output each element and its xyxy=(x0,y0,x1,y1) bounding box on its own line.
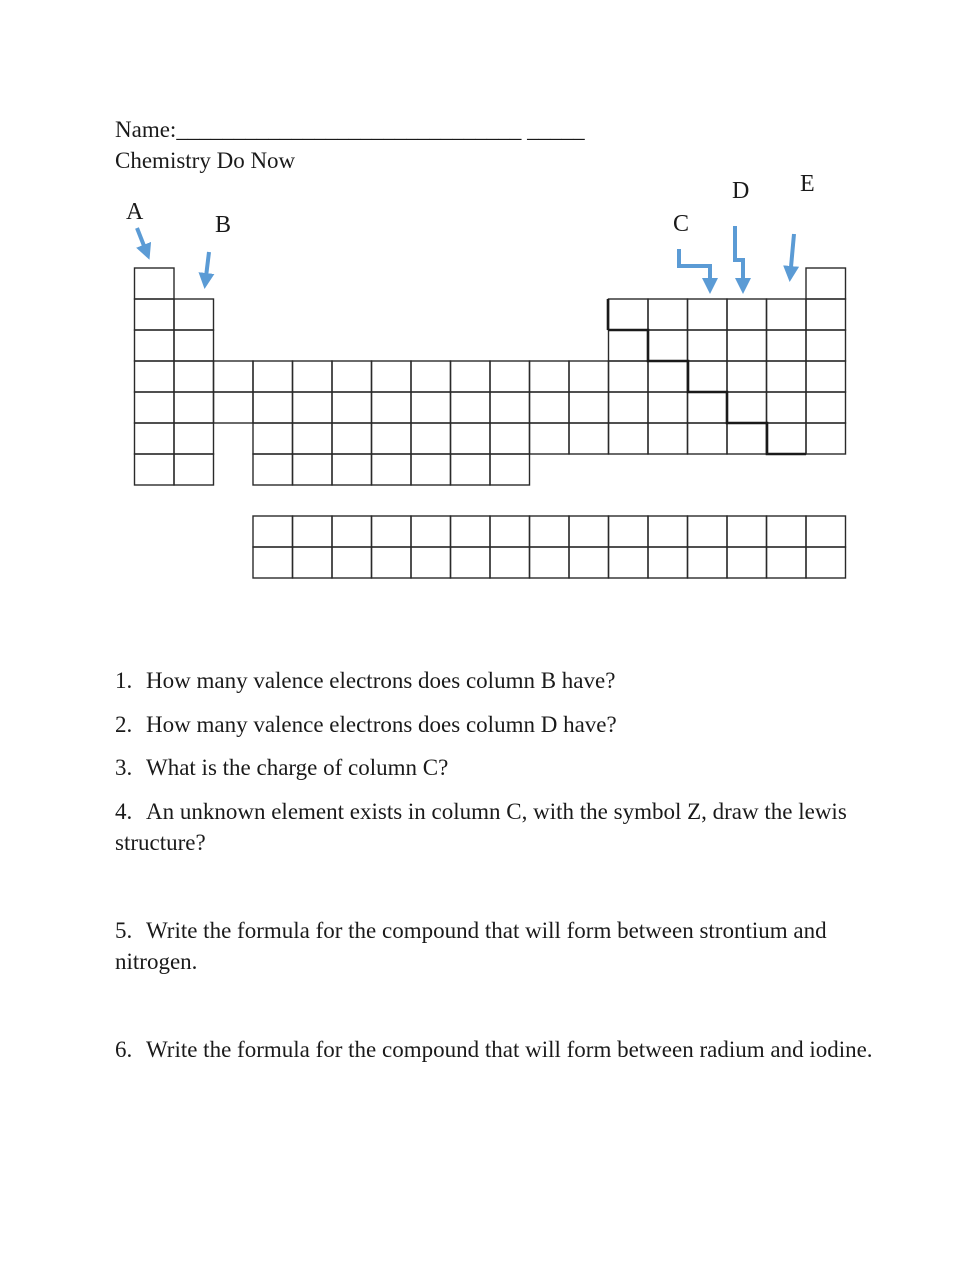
element-cell xyxy=(135,392,175,423)
question-number: 5. xyxy=(115,918,133,943)
element-cell xyxy=(332,423,372,454)
arrow-a-icon xyxy=(137,228,148,256)
element-cell xyxy=(727,330,767,361)
element-cell xyxy=(451,392,491,423)
element-cell xyxy=(727,392,767,423)
element-cell xyxy=(609,392,649,423)
question-number: 2. xyxy=(115,712,133,737)
element-cell xyxy=(530,423,570,454)
element-cell xyxy=(648,299,688,330)
element-cell xyxy=(411,423,451,454)
element-cell xyxy=(569,547,609,578)
element-cell xyxy=(727,423,767,454)
element-cell xyxy=(648,361,688,392)
element-cell xyxy=(569,392,609,423)
question-text: Write the formula for the compound that will form between strontium and nitrogen. xyxy=(115,918,827,974)
element-cell xyxy=(727,299,767,330)
label-b: B xyxy=(215,212,232,238)
element-cell xyxy=(174,423,214,454)
element-cell xyxy=(332,361,372,392)
element-cell xyxy=(293,392,333,423)
element-cell xyxy=(767,330,807,361)
element-cell xyxy=(253,392,293,423)
question-text: How many valence electrons does column D have? xyxy=(146,712,617,737)
element-cell xyxy=(135,454,175,485)
element-cell xyxy=(372,423,412,454)
element-cell xyxy=(727,516,767,547)
element-cell xyxy=(569,516,609,547)
element-cell xyxy=(332,547,372,578)
arrow-d-icon xyxy=(735,226,743,290)
element-cell xyxy=(569,361,609,392)
element-cell xyxy=(135,423,175,454)
date-blank: _____ xyxy=(527,117,585,142)
question-number: 4. xyxy=(115,799,133,824)
element-cell xyxy=(569,423,609,454)
question-number: 3. xyxy=(115,755,133,780)
element-cell xyxy=(767,392,807,423)
label-c: C xyxy=(673,211,690,237)
question-number: 6. xyxy=(115,1037,133,1062)
element-cell xyxy=(648,423,688,454)
element-cell xyxy=(806,516,846,547)
element-cell xyxy=(411,454,451,485)
arrows xyxy=(137,226,794,290)
element-cell xyxy=(767,547,807,578)
element-cell xyxy=(253,361,293,392)
element-cell xyxy=(490,423,530,454)
element-cell xyxy=(135,330,175,361)
element-cell xyxy=(411,547,451,578)
element-cell xyxy=(490,361,530,392)
element-cell xyxy=(174,330,214,361)
element-cell xyxy=(609,547,649,578)
element-cell xyxy=(688,392,728,423)
element-cell xyxy=(490,516,530,547)
element-cell xyxy=(451,516,491,547)
element-cell xyxy=(530,361,570,392)
page-title: Chemistry Do Now xyxy=(115,148,296,173)
element-cell xyxy=(451,547,491,578)
element-cell xyxy=(490,547,530,578)
element-cell xyxy=(688,299,728,330)
element-cell xyxy=(767,516,807,547)
element-cell xyxy=(253,547,293,578)
question-text: Write the formula for the compound that will form between radium and iodine. xyxy=(146,1037,873,1062)
element-cell xyxy=(293,516,333,547)
element-cell xyxy=(293,423,333,454)
element-cell xyxy=(806,392,846,423)
element-cell xyxy=(372,547,412,578)
element-cell xyxy=(767,299,807,330)
element-cell xyxy=(174,392,214,423)
question-3 xyxy=(115,752,875,783)
element-cell xyxy=(332,454,372,485)
element-cell xyxy=(293,361,333,392)
question-number: 1. xyxy=(115,668,133,693)
element-cell xyxy=(688,330,728,361)
element-cell xyxy=(332,392,372,423)
arrow-e-icon xyxy=(790,234,794,278)
element-cell xyxy=(688,423,728,454)
element-cell xyxy=(451,361,491,392)
element-cell xyxy=(372,454,412,485)
label-e: E xyxy=(800,171,815,197)
question-1 xyxy=(115,665,875,696)
element-cell xyxy=(648,392,688,423)
element-cell xyxy=(174,454,214,485)
element-cell xyxy=(806,547,846,578)
element-cell xyxy=(648,516,688,547)
element-cell xyxy=(135,299,175,330)
element-cell xyxy=(293,547,333,578)
element-cell xyxy=(609,330,649,361)
element-cell xyxy=(648,547,688,578)
element-cell xyxy=(372,392,412,423)
label-a: A xyxy=(126,199,144,225)
element-cell xyxy=(174,361,214,392)
element-cell xyxy=(727,547,767,578)
element-cell xyxy=(609,516,649,547)
element-cell xyxy=(411,361,451,392)
question-5 xyxy=(115,915,875,977)
element-cell xyxy=(214,361,254,392)
element-cell xyxy=(727,361,767,392)
element-cell xyxy=(609,299,649,330)
element-cell xyxy=(806,361,846,392)
element-cell xyxy=(411,392,451,423)
element-cell xyxy=(806,268,846,299)
question-6 xyxy=(115,1034,875,1065)
element-cell xyxy=(135,361,175,392)
element-cell xyxy=(490,454,530,485)
element-cell xyxy=(293,454,333,485)
element-cell xyxy=(135,268,175,299)
question-text: An unknown element exists in column C, with the symbol Z, draw the lewis structure? xyxy=(115,799,847,855)
question-text: How many valence electrons does column B have? xyxy=(146,668,616,693)
name-label: Name: xyxy=(115,117,177,142)
element-cell xyxy=(214,392,254,423)
staircase-divider xyxy=(608,299,806,454)
element-cell xyxy=(806,423,846,454)
name-blank: ______________________________ xyxy=(176,117,522,142)
element-cell xyxy=(490,392,530,423)
element-cell xyxy=(806,299,846,330)
element-cell xyxy=(688,361,728,392)
arrow-b-icon xyxy=(205,252,209,285)
element-cell xyxy=(609,423,649,454)
element-cell xyxy=(530,392,570,423)
element-cell xyxy=(372,361,412,392)
question-text: What is the charge of column C? xyxy=(146,755,449,780)
element-cell xyxy=(530,516,570,547)
element-cell xyxy=(767,423,807,454)
label-d: D xyxy=(732,178,750,204)
element-cell xyxy=(688,516,728,547)
element-cell xyxy=(767,361,807,392)
element-cell xyxy=(806,330,846,361)
element-cell xyxy=(688,547,728,578)
element-cell xyxy=(451,423,491,454)
element-cell xyxy=(609,361,649,392)
element-cell xyxy=(372,516,412,547)
arrow-c-icon xyxy=(679,249,710,290)
element-cell xyxy=(253,423,293,454)
element-cell xyxy=(253,454,293,485)
element-cell xyxy=(451,454,491,485)
element-cell xyxy=(332,516,372,547)
element-cell xyxy=(174,299,214,330)
element-cell xyxy=(253,516,293,547)
element-cell xyxy=(648,330,688,361)
question-2 xyxy=(115,709,875,740)
element-cell xyxy=(530,547,570,578)
element-cell xyxy=(411,516,451,547)
question-4 xyxy=(115,796,875,858)
